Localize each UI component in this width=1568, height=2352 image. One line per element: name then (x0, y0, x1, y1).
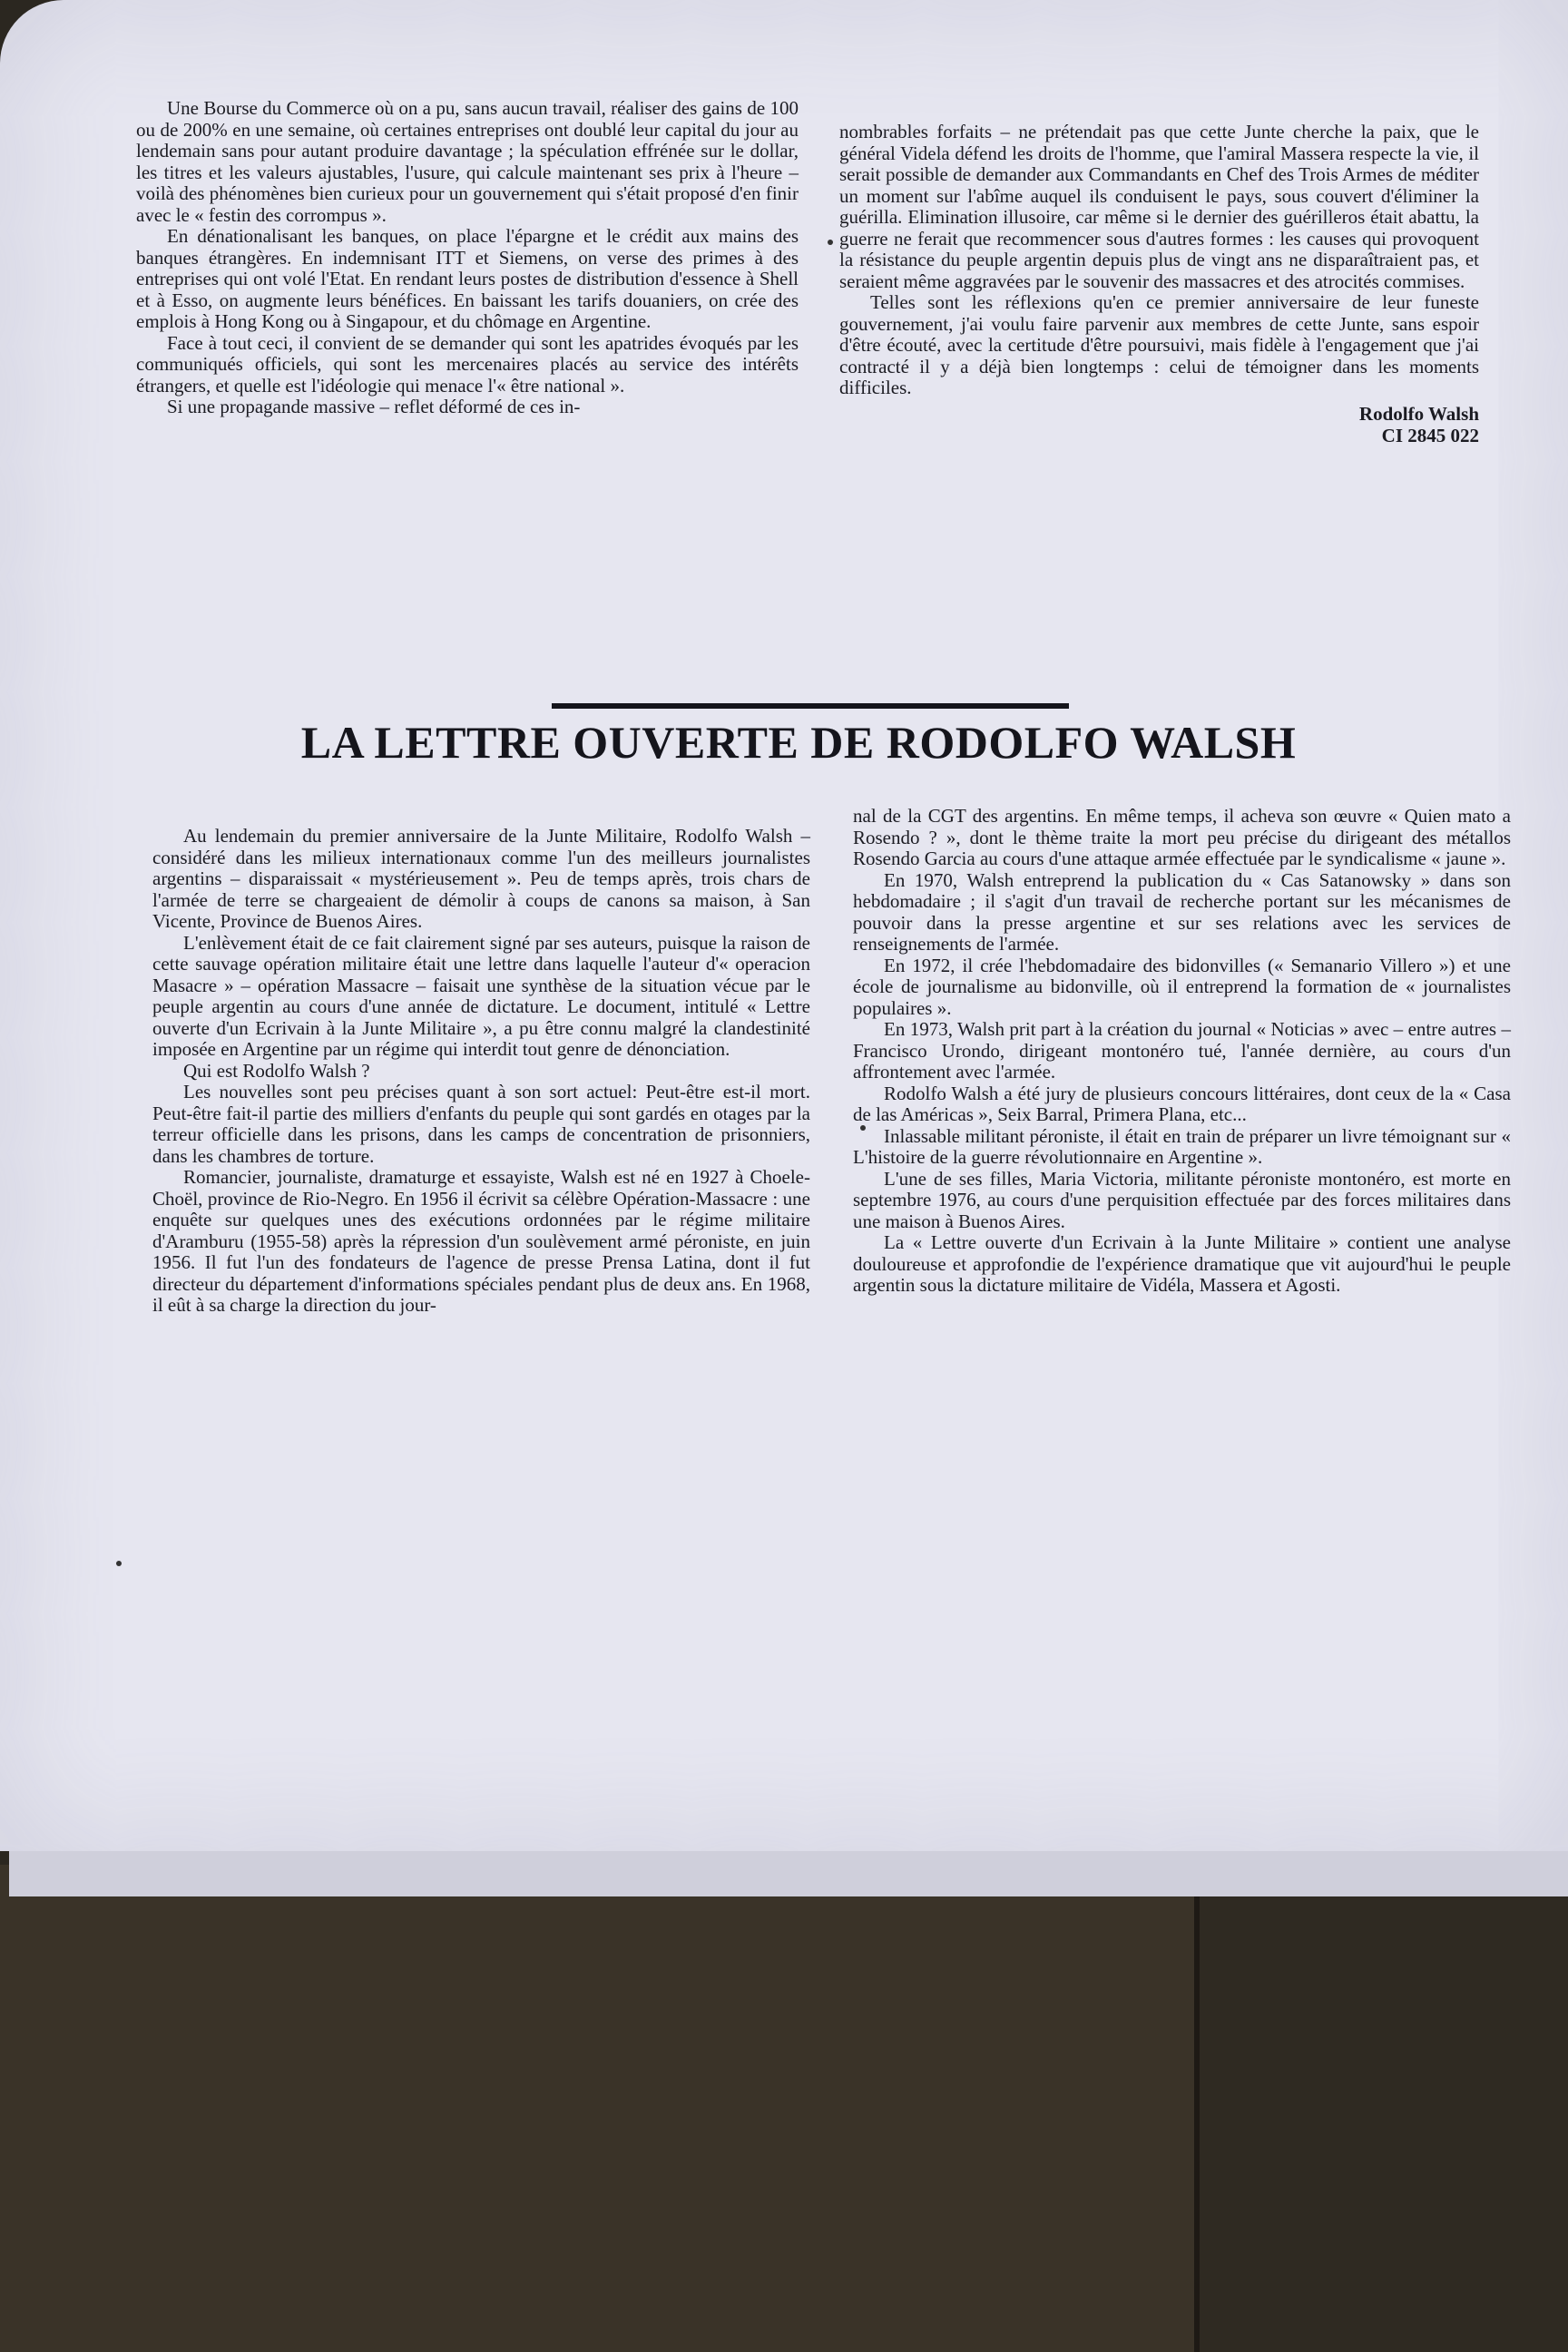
print-mark (860, 1125, 866, 1131)
signature-name: Rodolfo Walsh (1358, 402, 1479, 425)
floor-background (0, 1865, 1196, 2352)
paragraph: nombrables forfaits – ne prétendait pas que cette Junte cherche la paix, que le général Videla défend les droits de l'homme, que l'amiral Massera respecte la vie, il serait possible de demander aux Commandants en Chef des Trois Armes de méditer un moment sur l'abîme auquel ils conduisent le pays, sous couvert d'éliminer la guérilla. Elimination illusoire, car même si le dernier des guérilleros était abattu, la guerre ne ferait que recommencer sous d'autres formes : les causes qui provoquent la résistance du peuple argentin depuis plus de vingt ans ne disparaîtraient pas, et seraient même aggravées par le souvenir des massacres et des atrocités commises. (839, 121, 1479, 292)
headline-rule (552, 703, 1069, 709)
print-mark (116, 1561, 122, 1566)
paragraph: La « Lettre ouverte d'un Ecrivain à la Junte Militaire » contient une analyse douloureuse et approfondie de l'expérience dramatique que vit aujourd'hui le peuple argentin sous la dictature militaire de Vidéla, Massera et Agosti. (853, 1231, 1511, 1296)
paragraph: Une Bourse du Commerce où on a pu, sans aucun travail, réaliser des gains de 100 ou de 200% en une semaine, où certaines entreprises ont doublé leur capital du jour au lendemain sans pour autant produire davantage ; la spéculation effrénée sur le dollar, les titres et les valeurs ajustables, l'usure, qui calcule maintenant ses prix à l'heure – voilà des phénomènes bien curieux pour un gouvernement qui s'était proposé d'en finir avec le « festin des corrompus ». (136, 97, 799, 226)
top-left-column (136, 98, 799, 418)
subheading: Qui est Rodolfo Walsh ? (183, 1059, 370, 1082)
paragraph: En dénationalisant les banques, on place l'épargne et le crédit aux mains des banques étrangères. En indemnisant ITT et Siemens, on verse des primes à des entreprises qui ont volé l'Etat. En rendant leurs postes de distribution d'essence à Shell et à Esso, on augmente leurs bénéfices. En baissant les tarifs douaniers, on crée des emplois à Hong Kong ou à Singapour, et du chômage en Argentine. (136, 225, 799, 332)
paragraph: L'une de ses filles, Maria Victoria, militante péroniste montonéro, est morte en septembre 1976, au cours d'une perquisition effectuée par des forces militaires dans une maison à Buenos Aires. (853, 1167, 1511, 1232)
paragraph: nal de la CGT des argentins. En même temps, il acheva son œuvre « Quien mato a Rosendo ? », dont le thème traite la mort peu précise du dirigeant des métallos Rosendo Garcia au cours d'une attaque armée effectuée par le syndicalisme « jaune ». (853, 805, 1511, 869)
top-right-column (839, 122, 1479, 446)
paragraph: Face à tout ceci, il convient de se demander qui sont les apatrides évoqués par les communiqués officiels, qui sont les mercenaires placés au service des intérêts étrangers, et quelle est l'idéologie qui menace l'« être national ». (136, 331, 799, 397)
signature (839, 403, 1479, 446)
floor-background-right (1200, 1865, 1568, 2352)
bottom-right-column (853, 806, 1511, 1297)
paragraph: En 1973, Walsh prit part à la création du journal « Noticias » avec – entre autres – Francisco Urondo, dirigeant montonéro tué, l'année dernière, au cours d'un affrontement avec l'armée. (853, 1018, 1511, 1083)
paragraph: En 1972, il crée l'hebdomadaire des bidonvilles (« Semanario Villero ») et une école de journalisme au bidonville, où il entreprend la formation de « journalistes populaires ». (853, 954, 1511, 1019)
print-mark (828, 240, 833, 245)
bottom-left-column (152, 826, 810, 1317)
paragraph: Romancier, journaliste, dramaturge et essayiste, Walsh est né en 1927 à Choele-Choël, province de Rio-Negro. En 1956 il écrivit sa célèbre Opération-Massacre : une enquête sur quelques unes des exécutions ordonnées par le régime militaire d'Aramburu (1955-58) après la répression d'un soulèvement armé péroniste, en juin 1956. Il fut l'un des fondateurs de l'agence de presse Prensa Latina, dont il fut directeur du département d'informations spéciales pendant plus de deux ans. En 1968, il eût à sa charge la direction du jour- (152, 1166, 810, 1316)
paragraph: Inlassable militant péroniste, il était en train de préparer un livre témoignant sur « L'histoire de la guerre révolutionnaire en Argentine ». (853, 1124, 1511, 1168)
paragraph: L'enlèvement était de ce fait clairement signé par ses auteurs, puisque la raison de cette sauvage opération militaire était une lettre dans laquelle l'auteur d'« operacion Masacre » – opération Massacre – faisait une synthèse de la situation vécue par le peuple argentin au cours d'une année de dictature. Le document, intitulé « Lettre ouverte d'un Ecrivain à la Junte Militaire », a pu être connu malgré la clandestinité imposée en Argentine par un régime qui interdit tout genre de dénonciation. (152, 931, 810, 1060)
paragraph: Telles sont les réflexions qu'en ce premier anniversaire de leur funeste gouvernement, j'ai voulu faire parvenir aux membres de cette Junte, sans espoir d'être écouté, avec la certitude d'être poursuivi, mais fidèle à l'engagement que j'ai contracté il y a déjà bien longtemps : celui de témoigner dans les moments difficiles. (839, 291, 1479, 398)
paragraph: Si une propagande massive – reflet déformé de ces in- (167, 396, 581, 417)
paragraph: Au lendemain du premier anniversaire de la Junte Militaire, Rodolfo Walsh – considéré dans les milieux internationaux comme l'un des meilleurs journalistes argentins – disparaissait « mystérieusement ». Peu de temps après, trois chars de l'armée de terre se chargeaient de démolir à coups de canons sa maison, à San Vicente, Province de Buenos Aires. (152, 825, 810, 932)
headline: LA LETTRE OUVERTE DE RODOLFO WALSH (300, 717, 1297, 768)
paragraph: Rodolfo Walsh a été jury de plusieurs concours littéraires, dont ceux de la « Casa de las Américas », Seix Barral, Primera Plana, etc... (853, 1082, 1511, 1125)
signature-id: CI 2845 022 (1381, 424, 1479, 446)
paragraph: Les nouvelles sont peu précises quant à son sort actuel: Peut-être est-il mort. Peut-être fait-il partie des milliers d'enfants du peuple qui sont gardés en otages par la terreur officielle dans les prisons, dans les camps de concentration de prisonniers, dans les chambres de torture. (152, 1081, 810, 1167)
paragraph: En 1970, Walsh entreprend la publication du « Cas Satanowsky » dans son hebdomadaire ; il s'agit d'un travail de recherche portant sur les mécanismes de pouvoir dans la presse argentine et sur ses relations avec les services de renseignements de l'armée. (853, 868, 1511, 955)
